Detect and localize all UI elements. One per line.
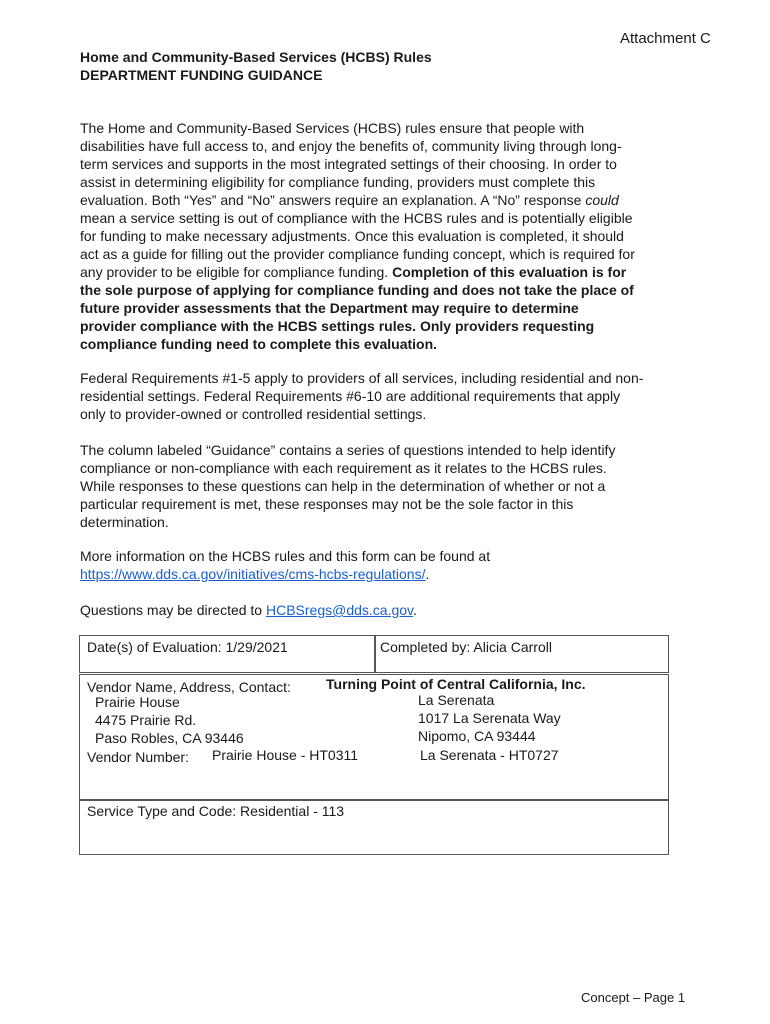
guidance-line: compliance or non-compliance with each requirement as it relates to the HCBS rules. — [80, 460, 607, 476]
intro-line-text: any provider to be eligible for compliance funding. — [80, 264, 393, 280]
intro-line — [80, 263, 695, 281]
more-info-line — [80, 565, 695, 583]
site-1-line: 4475 Prairie Rd. — [95, 712, 197, 728]
title-line-1: Home and Community-Based Services (HCBS) Rules — [80, 49, 432, 65]
intro-bold-line: future provider assessments that the Department may require to determine — [80, 300, 579, 316]
intro-line — [80, 191, 695, 209]
more-info-paragraph — [80, 547, 695, 583]
guidance-line: determination. — [80, 514, 169, 530]
service-type-cell — [79, 799, 669, 855]
vendor-number-label: Vendor Number: — [87, 749, 189, 765]
hcbs-regulations-link[interactable]: https://www.dds.ca.gov/initiatives/cms-hcbs-regulations/ — [80, 566, 426, 582]
guidance-paragraph — [80, 441, 695, 531]
vendor-label: Vendor Name, Address, Contact: — [87, 679, 291, 695]
intro-line: assist in determining eligibility for compliance funding, providers must complete this — [80, 174, 596, 190]
vendor-info-cell — [79, 674, 669, 801]
vendor-number-la-serenata: La Serenata - HT0727 — [420, 747, 559, 763]
intro-line: for funding to make necessary adjustments. Once this evaluation is completed, it should — [80, 228, 624, 244]
page-footer: Concept – Page 1 — [581, 990, 686, 1005]
intro-paragraph — [80, 119, 695, 353]
more-info-suffix: . — [425, 566, 430, 582]
intro-line: term services and supports in the most integrated settings of their choosing. In order to — [80, 156, 617, 172]
intro-bold-line: provider compliance with the HCBS settings rules. Only providers requesting — [80, 318, 595, 334]
date-of-evaluation: Date(s) of Evaluation: 1/29/2021 — [87, 639, 288, 655]
attachment-label: Attachment C — [620, 30, 711, 47]
site-2-line: La Serenata — [418, 692, 495, 708]
hcbs-email-link[interactable]: HCBSregs@dds.ca.gov — [266, 602, 414, 618]
intro-line: disabilities have full access to, and enjoy the benefits of, community living through long- — [80, 138, 622, 154]
site-1-line: Paso Robles, CA 93446 — [95, 730, 244, 746]
questions-text: Questions may be directed to — [80, 602, 266, 618]
intro-italic-word: could — [585, 192, 619, 208]
service-type: Service Type and Code: Residential - 113 — [87, 803, 345, 819]
document-title — [80, 48, 432, 84]
federal-line: residential settings. Federal Requirements #6-10 are additional requirements that apply — [80, 388, 621, 404]
site-2-line: Nipomo, CA 93444 — [418, 728, 536, 744]
vendor-organization: Turning Point of Central California, Inc. — [326, 676, 586, 692]
guidance-line: The column labeled “Guidance” contains a series of questions intended to help identify — [80, 442, 616, 458]
intro-bold-text: Completion of this evaluation is for — [392, 264, 627, 280]
site-1-address — [95, 693, 244, 747]
completed-by-cell — [374, 635, 669, 673]
date-of-evaluation-cell — [79, 635, 376, 673]
intro-bold-line: compliance funding need to complete this evaluation. — [80, 336, 438, 352]
intro-line: mean a service setting is out of compliance with the HCBS rules and is potentially eligible — [80, 210, 633, 226]
intro-line-text: evaluation. Both “Yes” and “No” answers require an explanation. A “No” response — [80, 192, 586, 208]
questions-line — [80, 601, 695, 619]
intro-bold-line: the sole purpose of applying for compliance funding and does not take the place of — [80, 282, 634, 298]
guidance-line: particular requirement is met, these responses may not be the sole factor in this — [80, 496, 574, 512]
vendor-number-prairie-house: Prairie House - HT0311 — [212, 747, 359, 763]
intro-line: The Home and Community-Based Services (HCBS) rules ensure that people with — [80, 120, 585, 136]
title-line-2: DEPARTMENT FUNDING GUIDANCE — [80, 67, 323, 83]
site-2-line: 1017 La Serenata Way — [418, 710, 561, 726]
guidance-line: While responses to these questions can help in the determination of whether or not a — [80, 478, 606, 494]
federal-requirements-paragraph — [80, 369, 695, 423]
federal-line: only to provider-owned or controlled residential settings. — [80, 406, 427, 422]
federal-line: Federal Requirements #1-5 apply to providers of all services, including residential and non- — [80, 370, 644, 386]
questions-paragraph — [80, 601, 695, 619]
completed-by: Completed by: Alicia Carroll — [380, 639, 552, 655]
questions-suffix: . — [413, 602, 417, 618]
site-2-address — [418, 691, 561, 745]
more-info-text: More information on the HCBS rules and this form can be found at — [80, 548, 491, 564]
intro-line: act as a guide for filling out the provider compliance funding concept, which is required for — [80, 246, 635, 262]
site-1-line: Prairie House — [95, 694, 180, 710]
